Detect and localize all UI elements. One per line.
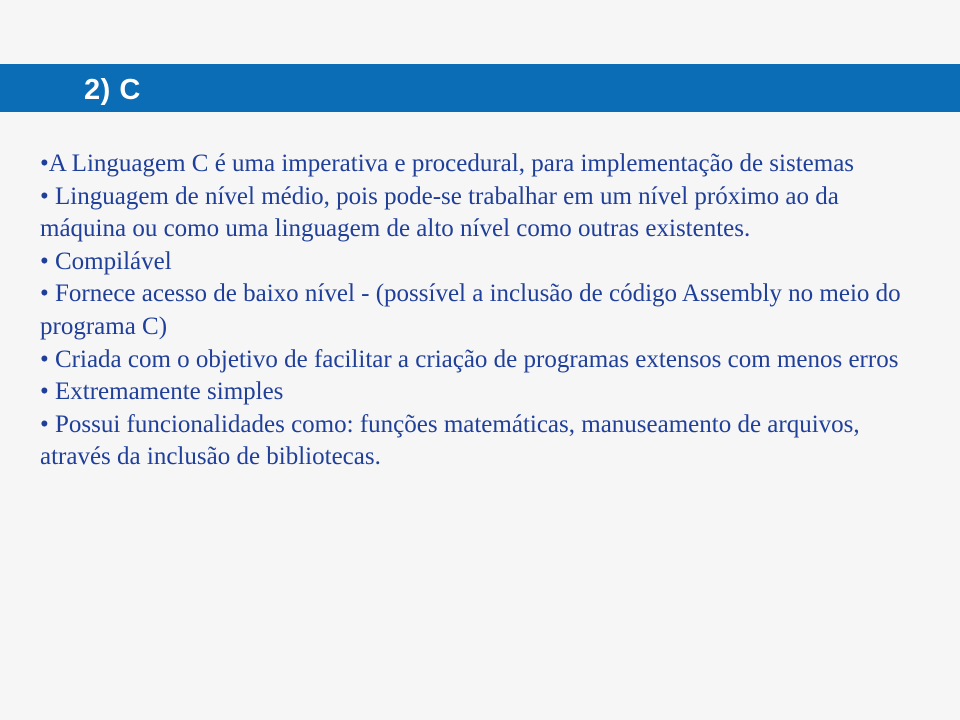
bullet-item: • Possui funcionalidades como: funções matemáticas, manuseamento de arquivos, através da inclusão de bibliotecas.	[40, 410, 860, 471]
bullet-item: • Compilável	[40, 247, 172, 275]
slide-body	[40, 148, 925, 474]
bullet-item: • Fornece acesso de baixo nível - (possível a inclusão de código Assembly no meio do programa C)	[40, 280, 901, 340]
bullet-item: • Extremamente simples	[40, 378, 284, 406]
title-bar	[0, 64, 960, 112]
bullet-item: •A Linguagem C é uma imperativa e procedural, para implementação de sistemas	[40, 150, 855, 177]
bullet-item: • Criada com o objetivo de facilitar a criação de programas extensos com menos erros	[40, 345, 899, 373]
bullet-item: • Linguagem de nível médio, pois pode-se trabalhar em um nível próximo ao da máquina ou como uma linguagem de alto nível como outras existentes.	[40, 182, 839, 243]
slide-title: 2) C	[84, 74, 141, 106]
